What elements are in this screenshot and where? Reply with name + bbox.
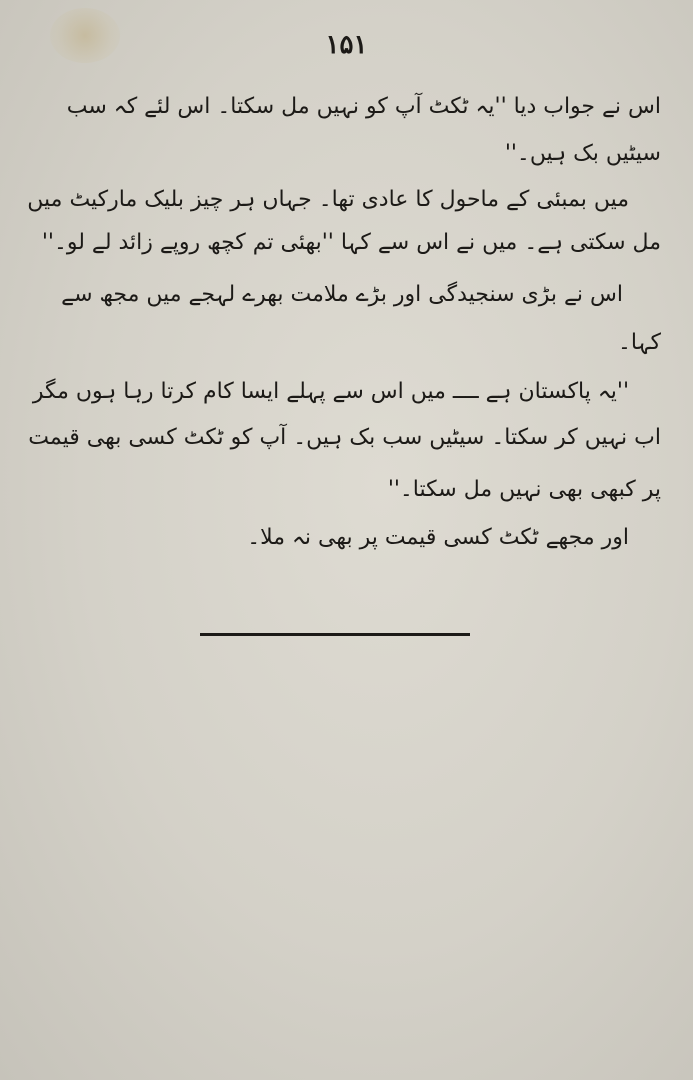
section-end-rule [200, 633, 470, 636]
text-line-7: ''یہ پاکستان ہے ــــ میں اس سے پہلے ایسا کام کرتا رہا ہوں مگر [32, 379, 629, 404]
page-number: ۱۵۱ [325, 30, 368, 60]
text-line-10: اور مجھے ٹکٹ کسی قیمت پر بھی نہ ملا۔ [247, 525, 629, 550]
text-line-4: مل سکتی ہے۔ میں نے اس سے کہا ''بھئی تم کچھ روپے زائد لے لو۔'' [41, 230, 661, 255]
text-line-3: میں بمبئی کے ماحول کا عادی تھا۔ جہاں ہر چیز بلیک مارکیٹ میں [27, 187, 629, 212]
text-line-6: کہا۔ [618, 330, 661, 355]
text-line-2: سیٹیں بک ہیں۔'' [504, 141, 661, 166]
text-line-1: اس نے جواب دیا ''یہ ٹکٹ آپ کو نہیں مل سکتا۔ اس لئے کہ سب [66, 94, 661, 119]
text-line-5: اس نے بڑی سنجیدگی اور بڑے ملامت بھرے لہجے میں مجھ سے [61, 282, 623, 307]
text-line-9: پر کبھی بھی نہیں مل سکتا۔'' [387, 477, 661, 502]
text-line-8: اب نہیں کر سکتا۔ سیٹیں سب بک ہیں۔ آپ کو ٹکٹ کسی بھی قیمت [28, 425, 661, 450]
